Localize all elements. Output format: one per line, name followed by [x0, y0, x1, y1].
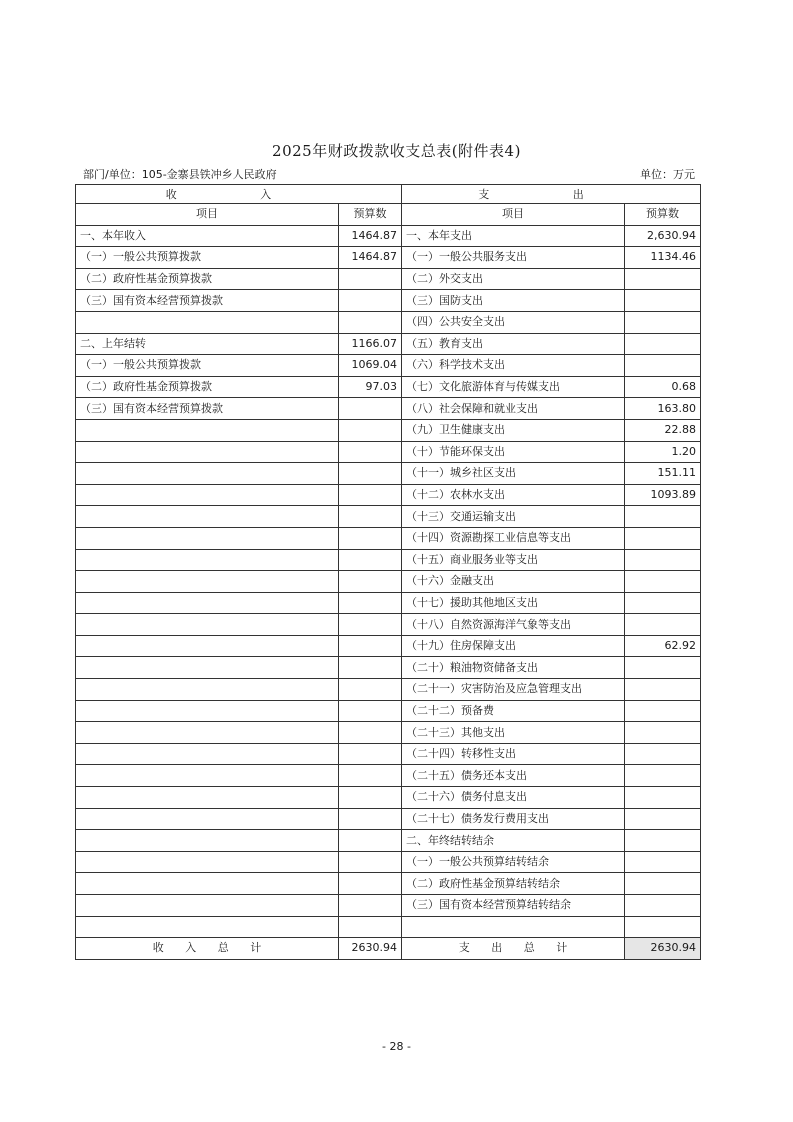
income-item-cell [76, 895, 339, 917]
expense-item-cell: （二十二）预备费 [402, 700, 625, 722]
income-item-cell [76, 549, 339, 571]
expense-budget-cell [625, 743, 701, 765]
expense-budget-cell [625, 592, 701, 614]
income-budget-cell [339, 571, 402, 593]
expense-budget-cell [625, 506, 701, 528]
table-row [76, 873, 701, 895]
expense-budget-cell [625, 830, 701, 852]
income-budget-cell [339, 290, 402, 312]
income-budget-cell [339, 268, 402, 290]
expense-budget-cell: 22.88 [625, 419, 701, 441]
table-row [76, 571, 701, 593]
income-item-cell: （三）国有资本经营预算拨款 [76, 398, 339, 420]
income-budget-cell [339, 592, 402, 614]
income-budget-cell [339, 484, 402, 506]
expense-item-cell: （十九）住房保障支出 [402, 635, 625, 657]
table-row [76, 679, 701, 701]
income-item-cell: 二、上年结转 [76, 333, 339, 355]
expense-budget-cell: 0.68 [625, 376, 701, 398]
expense-budget-cell [625, 873, 701, 895]
expense-item-cell: （二十四）转移性支出 [402, 743, 625, 765]
income-item-cell [76, 657, 339, 679]
expense-budget-cell: 2,630.94 [625, 225, 701, 247]
expense-item-cell: （四）公共安全支出 [402, 311, 625, 333]
expense-budget-cell [625, 549, 701, 571]
income-item-cell [76, 527, 339, 549]
expense-item-cell: （二十）粮油物资储备支出 [402, 657, 625, 679]
expense-item-cell: （十六）金融支出 [402, 571, 625, 593]
unit-label: 单位：万元 [640, 168, 695, 181]
income-budget-cell [339, 743, 402, 765]
income-budget-cell [339, 657, 402, 679]
expense-budget-cell [625, 851, 701, 873]
income-section-header: 收 入 [76, 185, 402, 204]
income-budget-cell [339, 527, 402, 549]
expense-item-cell: （十八）自然资源海洋气象等支出 [402, 614, 625, 636]
income-budget-cell: 1166.07 [339, 333, 402, 355]
income-budget-cell [339, 851, 402, 873]
expense-item-cell: （八）社会保障和就业支出 [402, 398, 625, 420]
table-row [76, 247, 701, 269]
income-item-cell [76, 441, 339, 463]
income-item-cell [76, 506, 339, 528]
income-budget-cell [339, 830, 402, 852]
income-budget-cell [339, 463, 402, 485]
income-budget-cell [339, 765, 402, 787]
income-item-cell [76, 722, 339, 744]
expense-budget-cell: 62.92 [625, 635, 701, 657]
totals-row [76, 938, 701, 960]
table-row [76, 549, 701, 571]
table-row [76, 333, 701, 355]
income-item-cell [76, 765, 339, 787]
expense-budget-cell [625, 808, 701, 830]
expense-item-cell: （二）政府性基金预算结转结余 [402, 873, 625, 895]
expense-item-cell: （二十六）债务付息支出 [402, 787, 625, 809]
section-header-row [76, 185, 701, 204]
expense-budget-cell [625, 700, 701, 722]
expense-item-cell: （十二）农林水支出 [402, 484, 625, 506]
expense-budget-cell [625, 290, 701, 312]
expense-item-cell: （六）科学技术支出 [402, 355, 625, 377]
table-row [76, 527, 701, 549]
expense-item-cell: （十七）援助其他地区支出 [402, 592, 625, 614]
income-budget-cell [339, 700, 402, 722]
table-row [76, 700, 701, 722]
income-budget-cell [339, 549, 402, 571]
expense-item-cell: （二十七）债务发行费用支出 [402, 808, 625, 830]
budget-table [75, 184, 701, 960]
income-budget-header: 预算数 [339, 204, 402, 226]
expense-budget-cell: 151.11 [625, 463, 701, 485]
expense-budget-cell [625, 657, 701, 679]
income-budget-cell: 1069.04 [339, 355, 402, 377]
table-row [76, 419, 701, 441]
expense-budget-cell [625, 895, 701, 917]
income-budget-cell [339, 419, 402, 441]
expense-item-cell: 二、年终结转结余 [402, 830, 625, 852]
income-item-cell: （一）一般公共预算拨款 [76, 355, 339, 377]
income-budget-cell [339, 506, 402, 528]
expense-item-cell: （十三）交通运输支出 [402, 506, 625, 528]
expense-item-header: 项目 [402, 204, 625, 226]
table-row [76, 290, 701, 312]
expense-item-cell: （二十三）其他支出 [402, 722, 625, 744]
expense-item-cell: （一）一般公共预算结转结余 [402, 851, 625, 873]
table-row [76, 484, 701, 506]
expense-item-cell: （五）教育支出 [402, 333, 625, 355]
expense-budget-cell [625, 333, 701, 355]
income-item-cell: （二）政府性基金预算拨款 [76, 376, 339, 398]
income-budget-cell [339, 311, 402, 333]
table-row [76, 225, 701, 247]
table-row [76, 398, 701, 420]
income-budget-cell [339, 916, 402, 938]
income-item-cell [76, 830, 339, 852]
table-row [76, 765, 701, 787]
income-item-cell [76, 873, 339, 895]
expense-budget-cell [625, 679, 701, 701]
table-row [76, 851, 701, 873]
income-budget-cell [339, 895, 402, 917]
income-budget-cell [339, 614, 402, 636]
expense-item-cell: （三）国防支出 [402, 290, 625, 312]
income-budget-cell: 1464.87 [339, 225, 402, 247]
table-body [76, 225, 701, 938]
income-budget-cell [339, 679, 402, 701]
expense-budget-cell [625, 722, 701, 744]
income-budget-cell [339, 441, 402, 463]
income-item-cell [76, 808, 339, 830]
income-budget-cell [339, 873, 402, 895]
income-item-cell [76, 311, 339, 333]
expense-item-cell: （二十五）债务还本支出 [402, 765, 625, 787]
income-item-cell [76, 700, 339, 722]
expense-budget-cell [625, 614, 701, 636]
income-budget-cell: 1464.87 [339, 247, 402, 269]
expense-item-cell: （三）国有资本经营预算结转结余 [402, 895, 625, 917]
expense-item-cell [402, 916, 625, 938]
page-number: - 28 - [382, 1040, 411, 1053]
expense-section-header: 支 出 [402, 185, 701, 204]
expense-item-cell: （十四）资源勘探工业信息等支出 [402, 527, 625, 549]
table-row [76, 657, 701, 679]
expense-item-cell: （十）节能环保支出 [402, 441, 625, 463]
table-row [76, 895, 701, 917]
expense-item-cell: 一、本年支出 [402, 225, 625, 247]
income-item-cell [76, 679, 339, 701]
department-label: 部门/单位：105-金寨县铁冲乡人民政府 [83, 168, 277, 181]
expense-budget-cell [625, 311, 701, 333]
income-item-cell [76, 635, 339, 657]
expense-budget-cell [625, 787, 701, 809]
expense-budget-cell [625, 355, 701, 377]
expense-budget-cell: 1134.46 [625, 247, 701, 269]
income-item-cell [76, 614, 339, 636]
income-item-cell: （二）政府性基金预算拨款 [76, 268, 339, 290]
income-item-header: 项目 [76, 204, 339, 226]
page-title: 2025年财政拨款收支总表(附件表4) [272, 142, 521, 160]
income-budget-cell [339, 808, 402, 830]
column-header-row [76, 204, 701, 226]
expense-budget-cell: 1093.89 [625, 484, 701, 506]
expense-item-cell: （十五）商业服务业等支出 [402, 549, 625, 571]
table-row [76, 635, 701, 657]
income-item-cell: （三）国有资本经营预算拨款 [76, 290, 339, 312]
expense-item-cell: （十一）城乡社区支出 [402, 463, 625, 485]
expense-item-cell: （二）外交支出 [402, 268, 625, 290]
income-item-cell [76, 787, 339, 809]
income-item-cell [76, 463, 339, 485]
income-item-cell [76, 592, 339, 614]
expense-budget-cell [625, 268, 701, 290]
income-item-cell [76, 419, 339, 441]
expense-budget-cell: 163.80 [625, 398, 701, 420]
table-row [76, 268, 701, 290]
table-row [76, 441, 701, 463]
table-row [76, 787, 701, 809]
income-budget-cell [339, 787, 402, 809]
income-item-cell [76, 743, 339, 765]
table-row [76, 743, 701, 765]
income-total-value: 2630.94 [339, 938, 402, 960]
expense-total-label: 支 出 总 计 [402, 938, 625, 960]
income-item-cell [76, 916, 339, 938]
expense-item-cell: （二十一）灾害防治及应急管理支出 [402, 679, 625, 701]
expense-budget-cell [625, 571, 701, 593]
expense-total-value: 2630.94 [625, 938, 701, 960]
expense-item-cell: （七）文化旅游体育与传媒支出 [402, 376, 625, 398]
expense-budget-cell: 1.20 [625, 441, 701, 463]
table-row [76, 592, 701, 614]
table-row [76, 311, 701, 333]
income-budget-cell [339, 398, 402, 420]
expense-item-cell: （一）一般公共服务支出 [402, 247, 625, 269]
expense-budget-cell [625, 765, 701, 787]
income-item-cell [76, 571, 339, 593]
table-row [76, 355, 701, 377]
table-row [76, 830, 701, 852]
income-total-label: 收 入 总 计 [76, 938, 339, 960]
expense-budget-cell [625, 916, 701, 938]
expense-item-cell: （九）卫生健康支出 [402, 419, 625, 441]
table-row [76, 463, 701, 485]
table-row [76, 916, 701, 938]
income-item-cell [76, 851, 339, 873]
income-budget-cell [339, 635, 402, 657]
income-item-cell [76, 484, 339, 506]
table-row [76, 614, 701, 636]
income-item-cell: （一）一般公共预算拨款 [76, 247, 339, 269]
table-row [76, 376, 701, 398]
table-row [76, 722, 701, 744]
income-budget-cell [339, 722, 402, 744]
expense-budget-header: 预算数 [625, 204, 701, 226]
income-item-cell: 一、本年收入 [76, 225, 339, 247]
table-row [76, 506, 701, 528]
table-row [76, 808, 701, 830]
expense-budget-cell [625, 527, 701, 549]
income-budget-cell: 97.03 [339, 376, 402, 398]
